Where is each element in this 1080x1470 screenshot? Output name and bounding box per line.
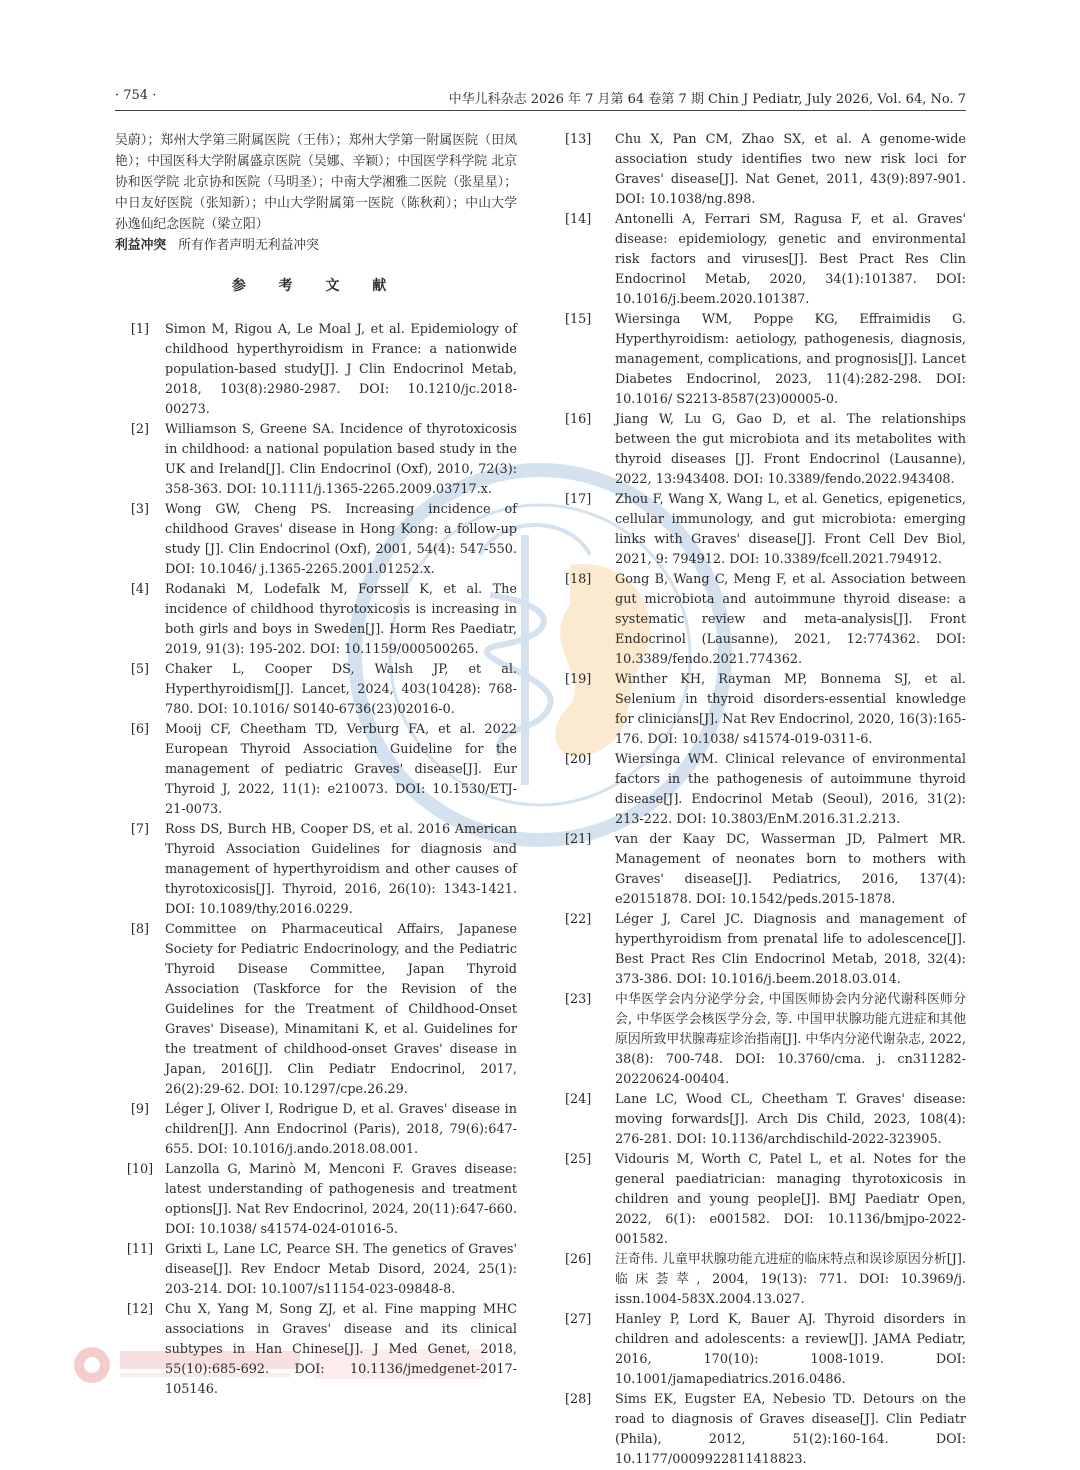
reference-item [565,310,966,410]
reference-item [565,670,966,750]
reference-text: Williamson S, Greene SA. Incidence of thyrotoxicosis in childhood: a national population based study in the UK and Ireland[J]. Clin Endocrinol (Oxf), 2010, 72(3): 358-363. DOI: 10.1111/j.1365-2265.2009.03717.x. [165,422,517,497]
reference-number: [20] [565,752,592,767]
reference-number: [21] [565,832,592,847]
reference-text: Wiersinga WM, Poppe KG, Effraimidis G. Hyperthyroidism: aetiology, pathogenesis, diagnosis, management, complications, and prognosis[J]. Lancet Diabetes Endocrinol, 2023, 11(4):282-298. DOI: 10.1016/ S2213-8587(23)00005-0. [615,312,966,407]
reference-item [115,1160,517,1240]
reference-text: Hanley P, Lord K, Bauer AJ. Thyroid disorders in children and adolescents: a review[J]. JAMA Pediatr, 2016, 170(10): 1008-1019. DOI: 10.1001/jamapediatrics.2016.0486. [615,1312,966,1387]
reference-item [565,1090,966,1150]
reference-text: Chaker L, Cooper DS, Walsh JP, et al. Hyperthyroidism[J]. Lancet, 2024, 403(10428): 768-780. DOI: 10.1016/ S0140-6736(23)02016-0. [165,662,517,717]
reference-text: Winther KH, Rayman MP, Bonnema SJ, et al. Selenium in thyroid disorders-essential knowledge for clinicians[J]. Nat Rev Endocrinol, 2020, 16(3):165-176. DOI: 10.1038/ s41574-019-0311-6. [615,672,967,747]
references-heading: 参 考 文 献 [231,278,401,294]
conflict-of-interest-label: 利益冲突 [115,238,167,253]
reference-item [115,1300,517,1400]
reference-number: [12] [126,1302,154,1317]
reference-number: [22] [565,912,592,927]
page-header [115,86,966,111]
journal-info: 中华儿科杂志 2026 年 7 月第 64 卷第 7 期 Chin J Pediatr, July 2026, Vol. 64, No. 7 [448,92,966,107]
reference-number: [28] [565,1392,592,1407]
reference-list-left [115,320,517,1400]
reference-text: Wong GW, Cheng PS. Increasing incidence of childhood Graves' disease in Hong Kong: a follow-up study [J]. Clin Endocrinol (Oxf), 2001, 54(4): 547-550. DOI: 10.1046/ j.1365-2265.2001.01252.x. [165,502,517,577]
reference-item [115,820,517,920]
reference-text: Simon M, Rigou A, Le Moal J, et al. Epidemiology of childhood hyperthyroidism in France: a nationwide population-based study[J]. J Clin Endocrinol Metab, 2018, 103(8):2980-2987. DOI: 10.1210/jc.2018-00273. [165,322,517,417]
reference-text: Gong B, Wang C, Meng F, et al. Association between gut microbiota and autoimmune thyroid disease: a systematic review and meta-analysis[J]. Front Endocrinol (Lausanne), 2021, 12:774362. DOI: 10.3389/fendo.2021.774362. [615,572,966,667]
reference-text: van der Kaay DC, Wasserman JD, Palmert MR. Management of neonates born to mothers with Graves' disease[J]. Pediatrics, 2016, 137(4): e20151878. DOI: 10.1542/peds.2015-1878. [615,832,966,907]
reference-number: [8] [130,922,150,937]
reference-number: [14] [565,212,592,227]
conflict-of-interest [115,235,517,257]
reference-text: Zhou F, Wang X, Wang L, et al. Genetics, epigenetics, cellular immunology, and gut microbiota: emerging links with Graves' disease[J]. Front Cell Dev Biol, 2021, 9: 794912. DOI: 10.3389/fcell.2021.794912. [615,492,966,567]
reference-item [565,570,966,670]
reference-number: [10] [126,1162,154,1177]
reference-item [115,420,517,500]
reference-text: Léger J, Oliver I, Rodrigue D, et al. Graves' disease in children[J]. Ann Endocrinol (Paris), 2018, 79(6):647-655. DOI: 10.1016/j.ando.2018.08.001. [165,1102,517,1157]
reference-text: 中华医学会内分泌学分会, 中国医师协会内分泌代谢科医师分会, 中华医学会核医学分会, 等. 中国甲状腺功能亢进症和其他原因所致甲状腺毒症诊治指南[J]. 中华内分泌代谢杂志, 2022, 38(8): 700-748. DOI: 10.3760/cma. j. cn311282-20220624-00404. [615,992,966,1087]
reference-number: [11] [126,1242,154,1257]
reference-number: [25] [565,1152,592,1167]
conflict-of-interest-text: 所有作者声明无利益冲突 [178,238,319,253]
reference-item [565,130,966,210]
reference-text: Ross DS, Burch HB, Cooper DS, et al. 2016 American Thyroid Association Guidelines for diagnosis and management of hyperthyroidism and other causes of thyrotoxicosis[J]. Thyroid, 2016, 26(10): 1343-1421. DOI: 10.1089/thy.2016.0229. [165,822,517,917]
reference-text: Mooij CF, Cheetham TD, Verburg FA, et al. 2022 European Thyroid Association Guideline for the management of pediatric Graves' disease[J]. Eur Thyroid J, 2022, 11(1): e210073. DOI: 10.1530/ETJ-21-0073. [165,722,517,817]
reference-text: Committee on Pharmaceutical Affairs, Japanese Society for Pediatric Endocrinology, and the Pediatric Thyroid Disease Committee, Japan Thyroid Association (Taskforce for the Revision of the Guidelines for the Treatment of Childhood-Onset Graves' Disease), Minamitani K, et al. Guidelines for the treatment of childhood-onset Graves' disease in Japan, 2016[J]. Clin Pediatr Endocrinol, 2017, 26(2):29-62. DOI: 10.1297/cpe.26.29. [165,922,517,1097]
reference-text: Lanzolla G, Marinò M, Menconi F. Graves disease: latest understanding of pathogenesis and treatment options[J]. Nat Rev Endocrinol, 2024, 20(11):647-660. DOI: 10.1038/ s41574-024-01016-5. [165,1162,517,1237]
reference-item [565,210,966,310]
reference-number: [13] [565,132,592,147]
author-affiliations: 吴蔚）；郑州大学第三附属医院（王伟）；郑州大学第一附属医院（田凤艳）；中国医科大学附属盛京医院（吴娜、辛颖）；中国医学科学院 北京协和医学院 北京协和医院（马明圣）；中南大学湘雅二医院（张星星）；中日友好医院（张知新）；中山大学附属第一医院（陈秋莉）；中山大学孙逸仙纪念医院（梁立阳） [115,133,517,232]
reference-item [115,1100,517,1160]
reference-number: [23] [565,992,592,1007]
reference-item [115,720,517,820]
reference-text: Chu X, Yang M, Song ZJ, et al. Fine mapping MHC associations in Graves' disease and its clinical subtypes in Han Chinese[J]. J Med Genet, 2018, 55(10):685-692. DOI: 10.1136/jmedgenet-2017-105146. [165,1302,517,1397]
reference-number: [1] [130,322,150,337]
reference-item [565,1390,966,1470]
reference-item [565,490,966,570]
reference-item [115,660,517,720]
reference-item [565,750,966,830]
reference-text: Vidouris M, Worth C, Patel L, et al. Notes for the general paediatrician: managing thyrotoxicosis in children and young people[J]. BMJ Paediatr Open, 2022, 6(1): e001582. DOI: 10.1136/bmjpo-2022-001582. [615,1152,966,1247]
reference-number: [3] [130,502,150,517]
reference-number: [7] [130,822,150,837]
reference-number: [27] [565,1312,592,1327]
reference-item [565,910,966,990]
reference-number: [5] [130,662,150,677]
reference-number: [19] [565,672,592,687]
reference-item [115,920,517,1100]
reference-item [565,1250,966,1310]
reference-text: Sims EK, Eugster EA, Nebesio TD. Detours on the road to diagnosis of Graves disease[J]. Clin Pediatr (Phila), 2012, 51(2):160-164. DOI: 10.1177/0009922811418823. [615,1392,966,1467]
reference-number: [24] [565,1092,592,1107]
reference-text: Lane LC, Wood CL, Cheetham T. Graves' disease: moving forwards[J]. Arch Dis Child, 2023, 108(4): 276-281. DOI: 10.1136/archdischild-2022-323905. [615,1092,966,1147]
reference-item [565,1310,966,1390]
reference-item [115,580,517,660]
reference-number: [16] [565,412,592,427]
reference-item [565,830,966,910]
reference-number: [26] [565,1252,592,1267]
reference-list-right [565,130,966,1470]
reference-text: Jiang W, Lu G, Gao D, et al. The relationships between the gut microbiota and its metabolites with thyroid diseases [J]. Front Endocrinol (Lausanne), 2022, 13:943408. DOI: 10.3389/fendo.2022.943408. [615,412,966,487]
reference-text: Léger J, Carel JC. Diagnosis and management of hyperthyroidism from prenatal life to adolescence[J]. Best Pract Res Clin Endocrinol Metab, 2018, 32(4): 373-386. DOI: 10.1016/j.beem.2018.03.014. [615,912,966,987]
left-column [115,130,517,1400]
reference-number: [15] [565,312,592,327]
reference-number: [9] [130,1102,150,1117]
reference-item [115,1240,517,1300]
reference-text: Wiersinga WM. Clinical relevance of environmental factors in the pathogenesis of autoimmune thyroid disease[J]. Endocrinol Metab (Seoul), 2016, 31(2): 213-222. DOI: 10.3803/EnM.2016.31.2.213. [615,752,966,827]
reference-text: Chu X, Pan CM, Zhao SX, et al. A genome-wide association study identifies two new risk loci for Graves' disease[J]. Nat Genet, 2011, 43(9):897-901. DOI: 10.1038/ng.898. [615,132,966,207]
reference-item [115,320,517,420]
reference-item [565,990,966,1090]
reference-text: 汪奇伟. 儿童甲状腺功能亢进症的临床特点和误诊原因分析[J]. 临床荟萃, 2004, 19(13): 771. DOI: 10.3969/j. issn.1004-583X.2004.13.027. [615,1252,966,1307]
reference-number: [2] [130,422,150,437]
reference-text: Rodanaki M, Lodefalk M, Forssell K, et al. The incidence of childhood thyrotoxicosis is increasing in both girls and boys in Sweden[J]. Horm Res Paediatr, 2019, 91(3): 195-202. DOI: 10.1159/000500265. [165,582,517,657]
reference-text: Grixti L, Lane LC, Pearce SH. The genetics of Graves' disease[J]. Rev Endocr Metab Disord, 2024, 25(1): 203-214. DOI: 10.1007/s11154-023-09848-8. [165,1242,517,1297]
reference-number: [17] [565,492,592,507]
reference-number: [18] [565,572,592,587]
reference-number: [6] [130,722,150,737]
reference-item [565,1150,966,1250]
right-column [565,130,966,1470]
reference-item [115,500,517,580]
reference-number: [4] [130,582,150,597]
page-number: · 754 · [115,88,157,103]
reference-text: Antonelli A, Ferrari SM, Ragusa F, et al. Graves' disease: epidemiology, genetic and environmental risk factors and viruses[J]. Best Pract Res Clin Endocrinol Metab, 2020, 34(1):101387. DOI: 10.1016/j.beem.2020.101387. [615,212,966,307]
reference-item [565,410,966,490]
